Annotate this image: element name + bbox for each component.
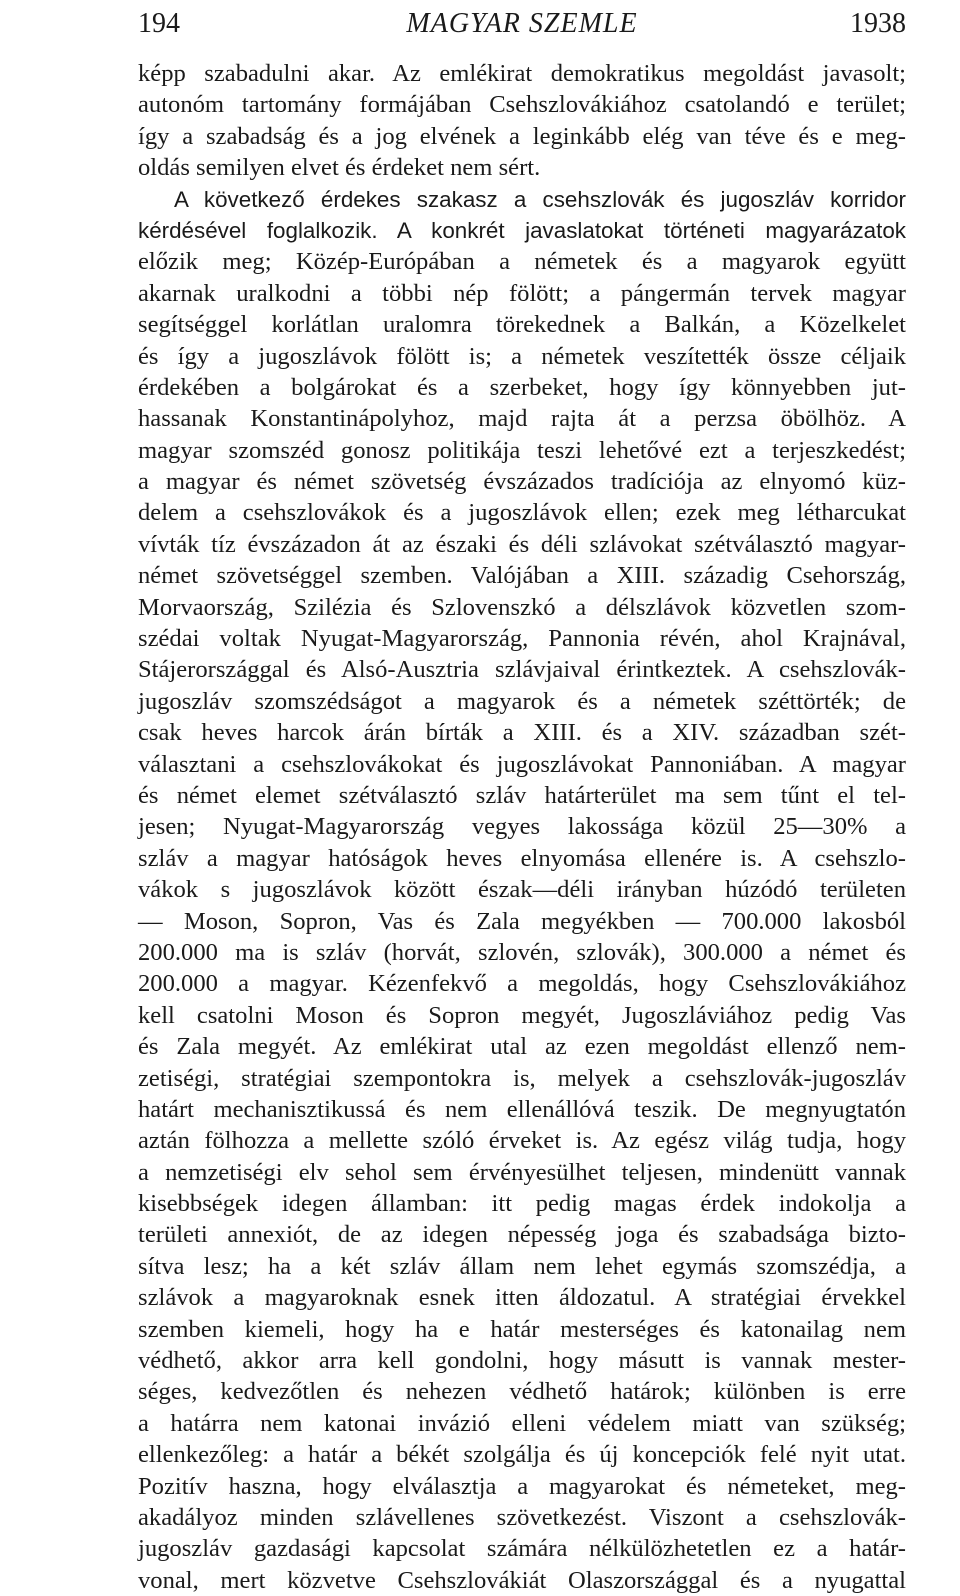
text-line: és így a jugoszlávok fölött is; a németek veszítették össze céljaik <box>138 342 906 370</box>
text-line: vívták tíz évszázadon át az északi és déli szlávokat szétválasztó magyar- <box>138 530 906 558</box>
text-line: vonal, mert közvetve Csehszlovákiát Olaszországgal és a nyugattal <box>138 1566 906 1594</box>
text-line: 200.000 ma is szláv (horvát, szlovén, szlovák), 300.000 a német és <box>138 938 906 966</box>
text-line: kisebbségek idegen államban: itt pedig magas érdek indokolja a <box>138 1190 906 1218</box>
text-line: szláv a magyar hatóságok heves elnyomása ellenére is. A csehszlo- <box>138 844 906 872</box>
text-line: jugoszláv szomszédságot a magyarok és a németek széttörték; de <box>138 687 906 715</box>
journal-title: MAGYAR SZEMLE <box>406 8 638 39</box>
text-line: határt mechanisztikussá és nem ellenállóvá teszik. De megnyugtatón <box>138 1095 906 1123</box>
text-line: segítséggel korlátlan uralomra törekednek a Balkán, a Közelkelet <box>138 311 906 339</box>
text-line: így a szabadság és a jog elvének a leginkább elég van téve és e meg- <box>138 122 906 150</box>
text-line: a magyar és német szövetség évszázados tradíciója az elnyomó küz- <box>138 468 906 496</box>
text-line: jesen; Nyugat-Magyarország vegyes lakossága közül 25—30% a <box>138 813 906 841</box>
text-line: hassanak Konstantinápolyhoz, majd rajta át a perzsa öbölhöz. A <box>138 405 906 433</box>
text-line: magyar szomszéd gonosz politikája teszi lehetővé ezt a terjeszkedést; <box>138 436 906 464</box>
text-line: 200.000 a magyar. Kézenfekvő a megoldás, hogy Csehszlovákiához <box>138 970 906 998</box>
text-line: A következő érdekes szakasz a csehszlovák és jugoszláv korridor <box>174 186 906 212</box>
text-line: és német elemet szétválasztó szláv határterület ma sem tűnt el tel- <box>138 781 906 809</box>
text-line: a nemzetiségi elv sehol sem érvényesülhet teljesen, mindenütt vannak <box>138 1158 906 1186</box>
text-line: séges, kedvezőtlen és nehezen védhető határok; különben is erre <box>138 1378 906 1406</box>
book-page <box>138 0 906 1594</box>
text-line: Stájerországgal és Alsó-Ausztria szlávjaival érintkeztek. A csehszlovák- <box>138 656 906 684</box>
text-line: szemben kiemeli, hogy ha e határ mesterséges és katonailag nem <box>138 1315 906 1343</box>
text-line: ellenkezőleg: a határ a békét szolgálja és új koncepciók felé nyit utat. <box>138 1441 906 1469</box>
text-line: területi annexiót, de az idegen népesség joga és szabadsága bizto- <box>138 1221 906 1249</box>
text-line: — Moson, Sopron, Vas és Zala megyékben — 700.000 lakosból <box>138 907 906 935</box>
text-line: akadályoz minden szlávellenes szövetkezést. Viszont a csehszlovák- <box>138 1503 906 1531</box>
text-line: zetiségi, stratégiai szempontokra is, melyek a csehszlovák-jugoszláv <box>138 1064 906 1092</box>
text-line: szlávok a magyaroknak esnek itten áldozatul. A stratégiai érvekkel <box>138 1284 906 1312</box>
text-line: delem a csehszlovákok és a jugoszlávok ellen; ezek meg létharcukat <box>138 499 906 527</box>
running-head <box>138 4 906 44</box>
text-line: a határra nem katonai invázió elleni védelem miatt van szükség; <box>138 1409 906 1437</box>
text-line: előzik meg; Közép-Európában a németek és a magyarok együtt <box>138 248 906 276</box>
year: 1938 <box>850 8 906 39</box>
text-line: sítva lesz; ha a két szláv állam nem lehet egymás szomszédja, a <box>138 1252 906 1280</box>
text-line: aztán fölhozza a mellette szóló érveket is. Az egész világ tudja, hogy <box>138 1127 906 1155</box>
text-line: német szövetséggel szemben. Valójában a XIII. századig Csehország, <box>138 562 906 590</box>
text-line: és Zala megyét. Az emlékirat utal az ezen megoldást ellenző nem- <box>138 1033 906 1061</box>
text-line: autonóm tartomány formájában Csehszlovákiához csatolandó e terület; <box>138 91 906 119</box>
text-line: akarnak uralkodni a többi nép fölött; a pángermán tervek magyar <box>138 279 906 307</box>
text-line: szédai voltak Nyugat-Magyarország, Pannonia révén, ahol Krajnával, <box>138 625 906 653</box>
text-line: választani a csehszlovákokat és jugoszlávokat Pannoniában. A magyar <box>138 750 906 778</box>
page-number: 194 <box>138 8 180 39</box>
text-line: érdekében a bolgárokat és a szerbeket, hogy így könnyebben jut- <box>138 373 906 401</box>
text-line: jugoszláv gazdasági kapcsolat számára nélkülözhetetlen ez a határ- <box>138 1535 906 1563</box>
body-text <box>138 58 906 1596</box>
text-line: képp szabadulni akar. Az emlékirat demokratikus megoldást javasolt; <box>138 60 906 87</box>
text-line: kérdésével foglalkozik. A konkrét javaslatokat történeti magyarázatok <box>138 217 906 243</box>
text-line: Pozitív haszna, hogy elválasztja a magyarokat és németeket, meg- <box>138 1472 906 1500</box>
text-line: Morvaország, Szilézia és Szlovenszkó a délszlávok közvetlen szom- <box>138 593 906 621</box>
text-line: csak heves harcok árán bírták a XIII. és a XIV. században szét- <box>138 719 906 747</box>
text-line: védhető, akkor arra kell gondolni, hogy másutt is vannak mester- <box>138 1347 906 1375</box>
text-line: oldás semilyen elvet és érdeket nem sért. <box>138 154 541 182</box>
text-line: kell csatolni Moson és Sopron megyét, Jugoszláviához pedig Vas <box>138 1001 906 1029</box>
text-line: vákok s jugoszlávok között észak—déli irányban húzódó területen <box>138 876 906 904</box>
